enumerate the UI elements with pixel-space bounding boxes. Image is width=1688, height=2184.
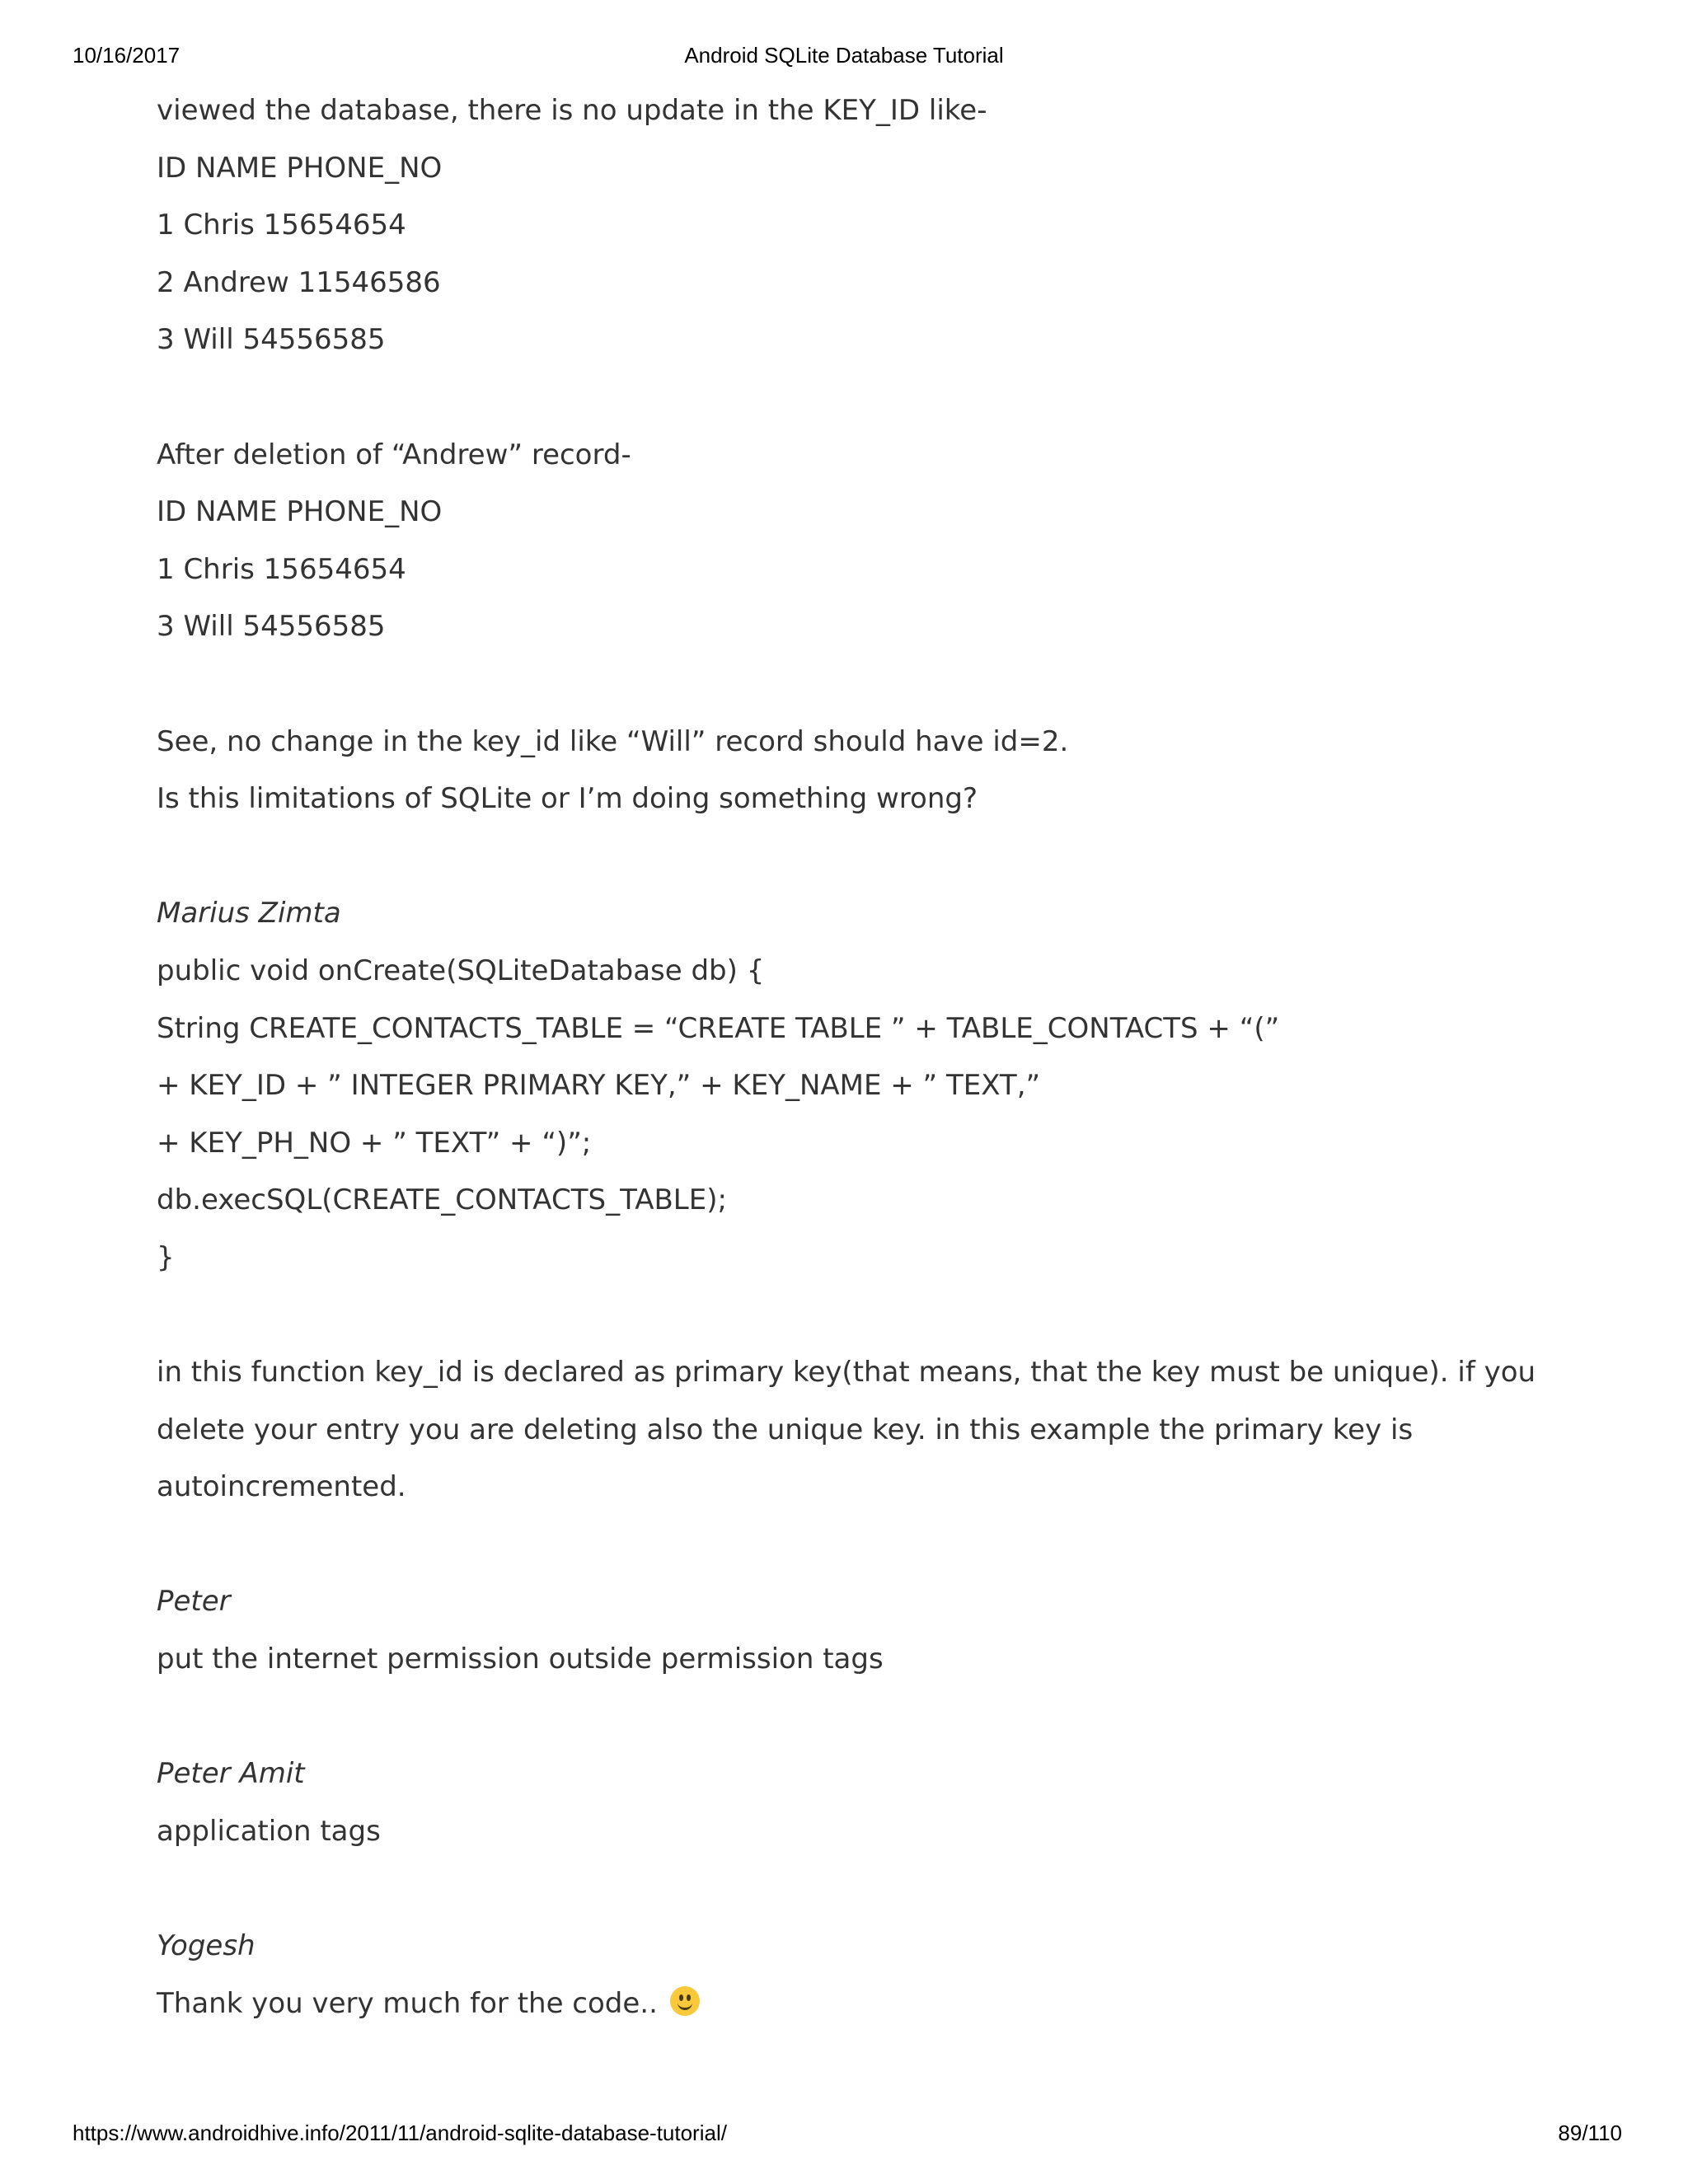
- comment-author: Peter Amit: [157, 1757, 305, 1791]
- comment-text: in this function key_id is declared as primary key(that means, that the key must be unique). if you: [157, 1356, 1536, 1390]
- page-number: 89/110: [1558, 2121, 1622, 2145]
- text-line: Is this limitations of SQLite or I’m doing something wrong?: [157, 782, 978, 816]
- text-line: After deletion of “Andrew” record-: [157, 438, 631, 471]
- comment-text: Thank you very much for the code..: [157, 1986, 658, 2020]
- spacer: [157, 828, 1508, 886]
- slightly-smiling-face-icon: [670, 1986, 700, 2016]
- code-line: db.execSQL(CREATE_CONTACTS_TABLE);: [157, 1183, 727, 1217]
- comment-author: Marius Zimta: [157, 897, 341, 930]
- print-header: [0, 43, 1688, 76]
- page-url: https://www.androidhive.info/2011/11/android-sqlite-database-tutorial/: [73, 2121, 727, 2145]
- comment-content: [157, 82, 1536, 2032]
- comment-text: application tags: [157, 1814, 381, 1848]
- text-line: viewed the database, there is no update in the KEY_ID like-: [157, 94, 987, 127]
- comment-text: autoincremented.: [157, 1470, 406, 1504]
- page-title: Android SQLite Database Tutorial: [684, 43, 1004, 68]
- print-date: 10/16/2017: [73, 43, 181, 68]
- text-line: 1 Chris 15654654: [157, 552, 406, 586]
- text-line: 2 Andrew 11546586: [157, 265, 441, 299]
- comment-text: delete your entry you are deleting also the unique key. in this example the primary key is: [157, 1413, 1414, 1446]
- code-line: + KEY_PH_NO + ” TEXT” + “)”;: [157, 1126, 592, 1160]
- comment-author: Yogesh: [157, 1929, 256, 1962]
- code-line: String CREATE_CONTACTS_TABLE = “CREATE TABLE ” + TABLE_CONTACTS + “(”: [157, 1011, 1280, 1045]
- code-line: + KEY_ID + ” INTEGER PRIMARY KEY,” + KEY_NAME + ” TEXT,”: [157, 1069, 1041, 1103]
- text-line: See, no change in the key_id like “Will” record should have id=2.: [157, 724, 1069, 758]
- spacer: [157, 1516, 1508, 1574]
- comment-author: Peter: [157, 1585, 231, 1619]
- comment-text: put the internet permission outside permission tags: [157, 1643, 884, 1676]
- spacer: [157, 1860, 1508, 1918]
- text-line: ID NAME PHONE_NO: [157, 151, 443, 185]
- text-line: 3 Will 54556585: [157, 323, 386, 357]
- code-line: }: [157, 1240, 175, 1274]
- text-line: 1 Chris 15654654: [157, 209, 406, 242]
- code-line: public void onCreate(SQLiteDatabase db) {: [157, 954, 765, 987]
- text-line: 3 Will 54556585: [157, 610, 386, 644]
- comment-text-row: [157, 1975, 1508, 2033]
- spacer: [157, 369, 1508, 427]
- spacer: [157, 656, 1508, 714]
- spacer: [157, 1286, 1508, 1344]
- print-footer: [0, 2121, 1688, 2154]
- text-line: ID NAME PHONE_NO: [157, 495, 443, 529]
- spacer: [157, 1689, 1508, 1746]
